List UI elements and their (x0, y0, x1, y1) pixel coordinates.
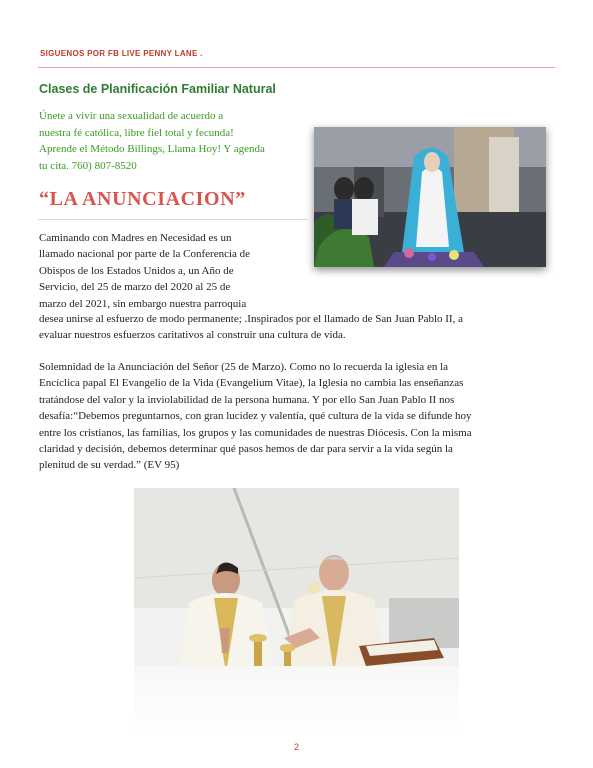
virgin-statue-illustration (314, 127, 546, 267)
paragraph-line: llamado nacional por parte de la Conferencia de (39, 248, 251, 261)
paragraph-line: desafía:“Debemos preguntarnos, con gran lucidez y valentía, qué cultura de la vida se difunde hoy (39, 410, 472, 423)
article-paragraph-continued (39, 311, 559, 344)
paragraph-line: entre los cristianos, las familias, los grupos y las comunidades de nuestras Diócesis. Con la misma (39, 426, 472, 439)
paragraph-line: plenitud de su verdad.” (EV 95) (39, 459, 180, 472)
article-paragraph (39, 359, 559, 474)
paragraph-line: evaluar nuestros esfuerzos caritativos al construir una cultura de vida. (39, 329, 346, 342)
title-divider (38, 219, 308, 220)
page-number: 2 (293, 742, 299, 752)
intro-line: nuestra fé católica, libre fiel total y fecunda! (39, 126, 234, 139)
header-divider (38, 67, 555, 68)
section-title: Clases de Planificación Familiar Natural (39, 82, 276, 96)
article-title: “LA ANUNCIACION” (39, 188, 246, 210)
paragraph-line: Servicio, del 25 de marzo del 2020 al 25 de (39, 281, 231, 294)
paragraph-line: claridad y decisión, debemos determinar qué pasos hemos de dar para servir a la vida según la (39, 443, 453, 456)
paragraph-line: Caminando con Madres en Necesidad es un (39, 232, 232, 244)
intro-line: tu cita. 760) 807-8520 (39, 159, 137, 172)
page-header: SIGUENOS POR FB LIVE PENNY LANE . (40, 49, 203, 58)
priests-altar-illustration (134, 488, 459, 733)
paragraph-line: Solemnidad de la Anunciación del Señor (25 de Marzo). Como no lo recuerda la iglesia en la (39, 361, 449, 373)
intro-line: Aprende el Método Billings, Llama Hoy! Y agenda (39, 143, 265, 155)
article-paragraph (39, 230, 309, 312)
paragraph-line: desea unirse al esfuerzo de modo permanente; .Inspirados por el llamado de San Juan Pablo II, a (39, 313, 463, 325)
mass-celebration-photo (134, 488, 459, 733)
intro-paragraph (39, 108, 301, 174)
intro-line: Únete a vivir una sexualidad de acuerdo a (39, 110, 224, 122)
paragraph-line: tratándose del valor y la inviolabilidad de la persona humana. Y por ello San Juan Pablo II nos (39, 393, 455, 406)
paragraph-line: marzo del 2021, sin embargo nuestra parroquia (39, 297, 247, 310)
virgin-statue-photo (314, 127, 546, 267)
paragraph-line: Encíclica papal El Evangelio de la Vida (Evangelium Vitae), la Iglesia no cambia las enseñanzas (39, 377, 464, 390)
paragraph-line: Obispos de los Estados Unidos a, un Año de (39, 264, 234, 277)
